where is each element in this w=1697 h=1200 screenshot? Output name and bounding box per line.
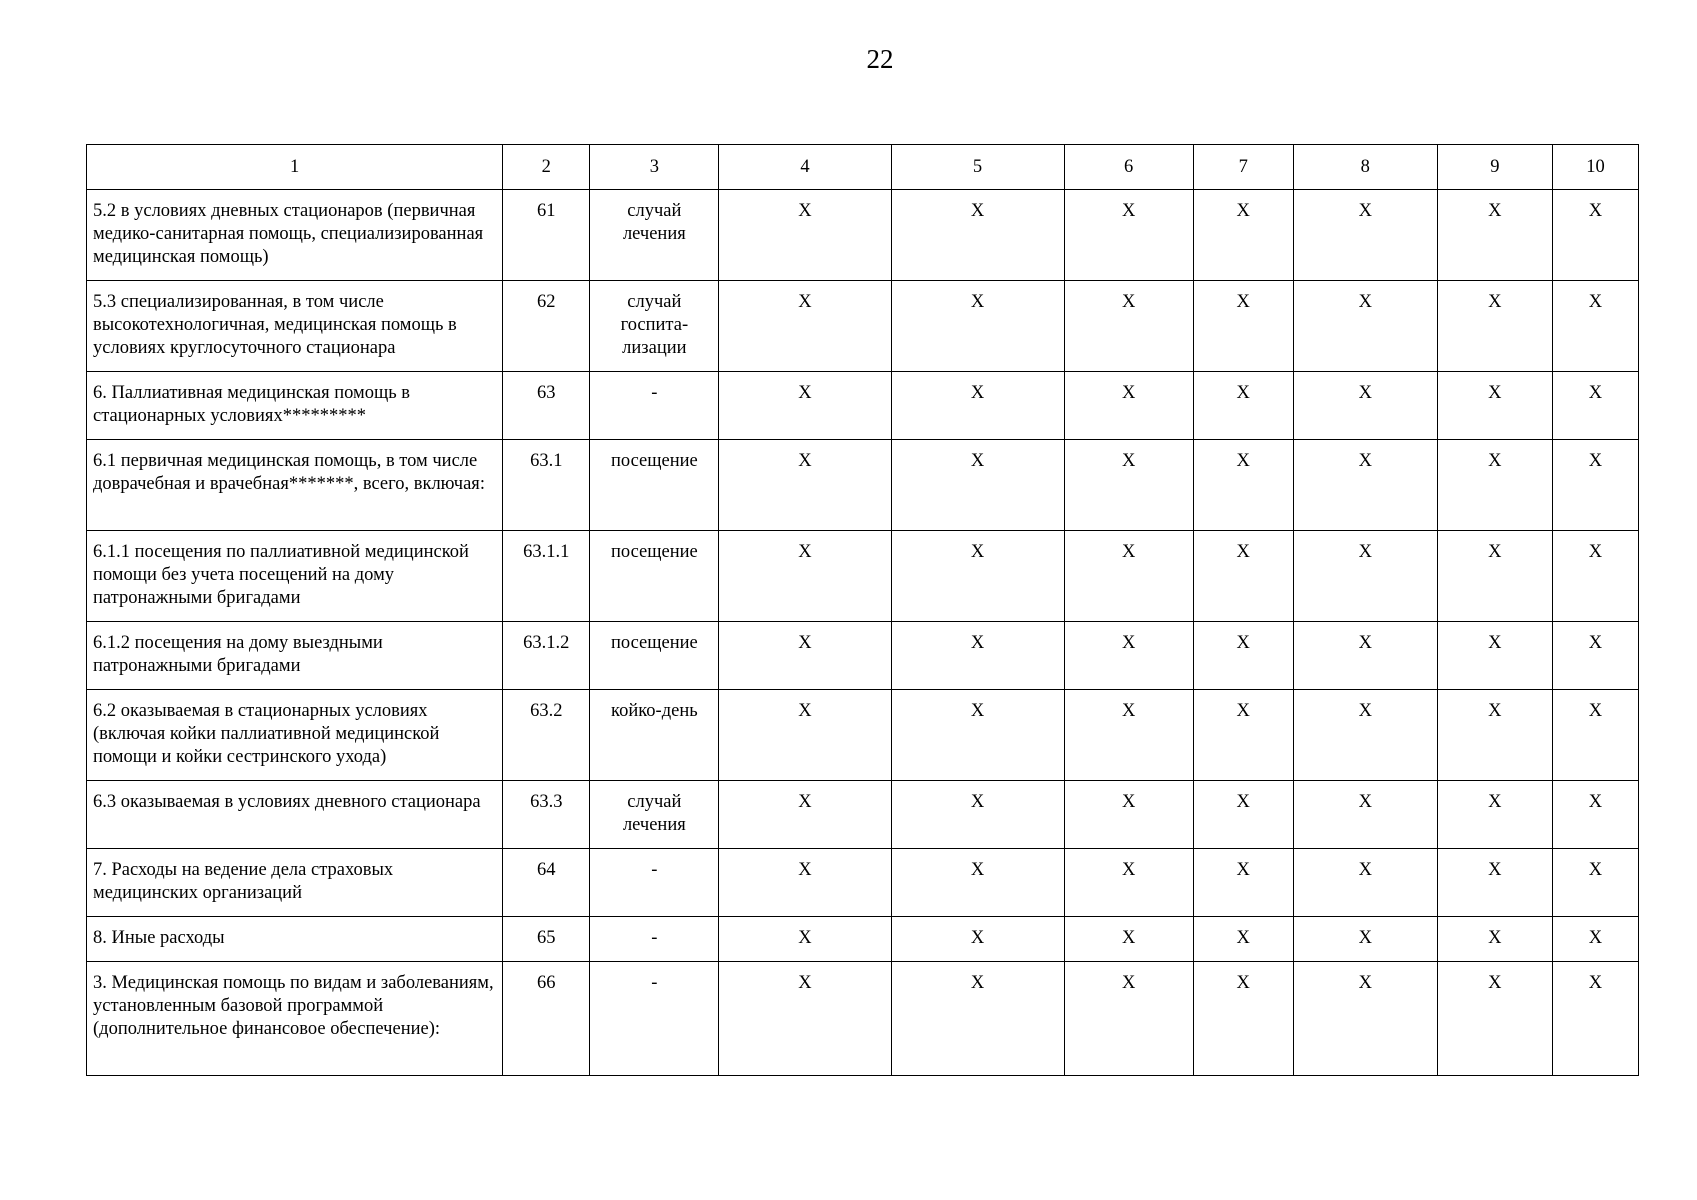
- row-unit-cell: случай госпита-лизации: [590, 281, 719, 372]
- row-name-cell: 6.1.1 посещения по паллиативной медицинской помощи без учета посещений на дому патронажными бригадами: [87, 531, 503, 622]
- table-row: [87, 281, 1639, 372]
- header-cell: 4: [719, 145, 891, 190]
- row-value-cell: Х: [1064, 781, 1193, 849]
- row-unit-cell: случай лечения: [590, 190, 719, 281]
- row-value-cell: Х: [1552, 690, 1638, 781]
- row-value-cell: Х: [719, 440, 891, 531]
- table-row: [87, 531, 1639, 622]
- table-row: [87, 917, 1639, 962]
- row-value-cell: Х: [891, 281, 1064, 372]
- row-value-cell: Х: [1193, 917, 1293, 962]
- row-value-cell: Х: [1064, 372, 1193, 440]
- header-cell: 10: [1552, 145, 1638, 190]
- row-value-cell: Х: [719, 531, 891, 622]
- row-code-cell: 63: [503, 372, 590, 440]
- table-row: [87, 190, 1639, 281]
- row-value-cell: Х: [1437, 281, 1552, 372]
- row-value-cell: Х: [719, 281, 891, 372]
- row-unit-cell: случай лечения: [590, 781, 719, 849]
- row-value-cell: Х: [891, 372, 1064, 440]
- header-cell: 9: [1437, 145, 1552, 190]
- row-value-cell: Х: [1437, 622, 1552, 690]
- row-value-cell: Х: [1064, 962, 1193, 1076]
- row-value-cell: Х: [1293, 962, 1437, 1076]
- row-value-cell: Х: [1064, 190, 1193, 281]
- table-row: [87, 622, 1639, 690]
- row-name-cell: 6. Паллиативная медицинская помощь в стационарных условиях*********: [87, 372, 503, 440]
- header-cell: 2: [503, 145, 590, 190]
- row-value-cell: Х: [1552, 849, 1638, 917]
- row-value-cell: Х: [1437, 190, 1552, 281]
- page-number: 22: [866, 44, 894, 74]
- table-row: [87, 781, 1639, 849]
- header-cell: 1: [87, 145, 503, 190]
- row-value-cell: Х: [1293, 781, 1437, 849]
- table-row: [87, 962, 1639, 1076]
- row-value-cell: Х: [1552, 281, 1638, 372]
- row-value-cell: Х: [1064, 531, 1193, 622]
- row-value-cell: Х: [1437, 849, 1552, 917]
- row-value-cell: Х: [719, 781, 891, 849]
- row-value-cell: Х: [719, 849, 891, 917]
- row-value-cell: Х: [1552, 372, 1638, 440]
- row-value-cell: Х: [1064, 440, 1193, 531]
- header-cell: 7: [1193, 145, 1293, 190]
- row-value-cell: Х: [1064, 622, 1193, 690]
- row-value-cell: Х: [891, 690, 1064, 781]
- row-name-cell: 3. Медицинская помощь по видам и заболеваниям, установленным базовой программой (дополнительное финансовое обеспечение):: [87, 962, 503, 1076]
- row-unit-cell: посещение: [590, 622, 719, 690]
- row-unit-cell: посещение: [590, 440, 719, 531]
- row-name-cell: 8. Иные расходы: [87, 917, 503, 962]
- row-code-cell: 62: [503, 281, 590, 372]
- row-unit-cell: -: [590, 917, 719, 962]
- row-code-cell: 63.1: [503, 440, 590, 531]
- table-header-row: [87, 145, 1639, 190]
- row-value-cell: Х: [719, 622, 891, 690]
- row-value-cell: Х: [891, 531, 1064, 622]
- row-value-cell: Х: [1293, 622, 1437, 690]
- row-value-cell: Х: [1552, 917, 1638, 962]
- row-value-cell: Х: [891, 622, 1064, 690]
- row-name-cell: 5.3 специализированная, в том числе высокотехнологичная, медицинская помощь в условиях круглосуточного стационара: [87, 281, 503, 372]
- row-name-cell: 5.2 в условиях дневных стационаров (первичная медико-санитарная помощь, специализированная медицинская помощь): [87, 190, 503, 281]
- row-name-cell: 6.3 оказываемая в условиях дневного стационара: [87, 781, 503, 849]
- row-value-cell: Х: [1293, 190, 1437, 281]
- row-code-cell: 63.3: [503, 781, 590, 849]
- row-value-cell: Х: [1193, 849, 1293, 917]
- row-code-cell: 63.1.1: [503, 531, 590, 622]
- row-value-cell: Х: [1193, 531, 1293, 622]
- row-value-cell: Х: [891, 190, 1064, 281]
- row-value-cell: Х: [1193, 372, 1293, 440]
- row-value-cell: Х: [1552, 531, 1638, 622]
- row-value-cell: Х: [891, 440, 1064, 531]
- header-cell: 3: [590, 145, 719, 190]
- row-value-cell: Х: [1293, 281, 1437, 372]
- row-value-cell: Х: [1193, 281, 1293, 372]
- row-value-cell: Х: [1293, 690, 1437, 781]
- row-value-cell: Х: [1437, 440, 1552, 531]
- row-value-cell: Х: [1064, 281, 1193, 372]
- header-cell: 6: [1064, 145, 1193, 190]
- row-value-cell: Х: [891, 781, 1064, 849]
- row-code-cell: 66: [503, 962, 590, 1076]
- row-name-cell: 6.2 оказываемая в стационарных условиях (включая койки паллиативной медицинской помощи и койки сестринского ухода): [87, 690, 503, 781]
- row-value-cell: Х: [1437, 372, 1552, 440]
- row-value-cell: Х: [719, 190, 891, 281]
- row-value-cell: Х: [1293, 440, 1437, 531]
- row-code-cell: 63.2: [503, 690, 590, 781]
- row-value-cell: Х: [1064, 917, 1193, 962]
- row-value-cell: Х: [1437, 690, 1552, 781]
- row-unit-cell: -: [590, 962, 719, 1076]
- row-name-cell: 7. Расходы на ведение дела страховых медицинских организаций: [87, 849, 503, 917]
- row-value-cell: Х: [1437, 962, 1552, 1076]
- table-row: [87, 372, 1639, 440]
- row-code-cell: 63.1.2: [503, 622, 590, 690]
- table-row: [87, 440, 1639, 531]
- data-table: [86, 144, 1639, 1076]
- row-value-cell: Х: [719, 917, 891, 962]
- row-value-cell: Х: [1437, 917, 1552, 962]
- row-value-cell: Х: [719, 690, 891, 781]
- table-row: [87, 849, 1639, 917]
- row-name-cell: 6.1.2 посещения на дому выездными патронажными бригадами: [87, 622, 503, 690]
- table-row: [87, 690, 1639, 781]
- row-unit-cell: -: [590, 372, 719, 440]
- row-value-cell: Х: [1193, 962, 1293, 1076]
- row-unit-cell: -: [590, 849, 719, 917]
- row-value-cell: Х: [1552, 440, 1638, 531]
- row-value-cell: Х: [1293, 372, 1437, 440]
- row-value-cell: Х: [1437, 781, 1552, 849]
- row-value-cell: Х: [1064, 849, 1193, 917]
- row-value-cell: Х: [1193, 190, 1293, 281]
- row-value-cell: Х: [891, 962, 1064, 1076]
- header-cell: 5: [891, 145, 1064, 190]
- row-code-cell: 64: [503, 849, 590, 917]
- row-value-cell: Х: [719, 962, 891, 1076]
- row-code-cell: 61: [503, 190, 590, 281]
- row-value-cell: Х: [1552, 962, 1638, 1076]
- row-value-cell: Х: [1552, 622, 1638, 690]
- row-value-cell: Х: [1193, 622, 1293, 690]
- row-value-cell: Х: [1552, 781, 1638, 849]
- row-unit-cell: посещение: [590, 531, 719, 622]
- row-name-cell: 6.1 первичная медицинская помощь, в том числе доврачебная и врачебная*******, всего, включая:: [87, 440, 503, 531]
- row-value-cell: Х: [1293, 849, 1437, 917]
- row-value-cell: Х: [1193, 781, 1293, 849]
- row-value-cell: Х: [719, 372, 891, 440]
- row-value-cell: Х: [1293, 917, 1437, 962]
- row-value-cell: Х: [1064, 690, 1193, 781]
- header-cell: 8: [1293, 145, 1437, 190]
- row-value-cell: Х: [1293, 531, 1437, 622]
- row-unit-cell: койко-день: [590, 690, 719, 781]
- row-value-cell: Х: [1193, 440, 1293, 531]
- row-value-cell: Х: [891, 917, 1064, 962]
- row-code-cell: 65: [503, 917, 590, 962]
- row-value-cell: Х: [891, 849, 1064, 917]
- row-value-cell: Х: [1552, 190, 1638, 281]
- row-value-cell: Х: [1193, 690, 1293, 781]
- row-value-cell: Х: [1437, 531, 1552, 622]
